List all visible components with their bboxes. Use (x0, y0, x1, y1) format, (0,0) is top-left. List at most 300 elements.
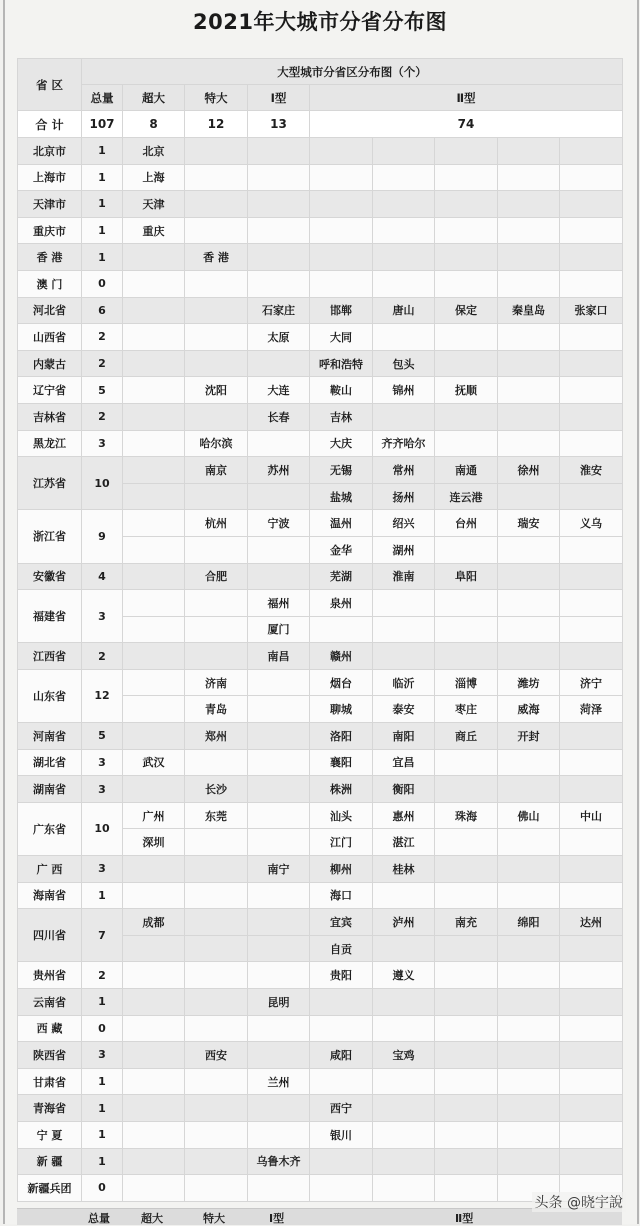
chaoda-cell (123, 989, 185, 1016)
type2-cell (498, 856, 560, 883)
chaoda-cell (123, 935, 185, 962)
header-total: 总量 (82, 85, 123, 111)
total-cell: 5 (82, 377, 123, 404)
type1-cell (248, 669, 310, 696)
total-cell: 3 (82, 430, 123, 457)
type2-cell: 常州 (373, 457, 435, 484)
total-cell: 7 (82, 909, 123, 962)
type1-cell: 兰州 (248, 1068, 310, 1095)
type2-cell (435, 882, 498, 909)
type1-cell (248, 776, 310, 803)
table-row (18, 909, 623, 936)
teda-cell: 西安 (185, 1042, 248, 1069)
table-row (18, 430, 623, 457)
type2-cell (435, 590, 498, 617)
type2-cell (435, 403, 498, 430)
total-cell: 10 (82, 802, 123, 855)
type2-cell (560, 749, 623, 776)
teda-cell (185, 483, 248, 510)
type2-cell: 大庆 (310, 430, 373, 457)
table-row (18, 217, 623, 244)
province-cell: 江苏省 (18, 457, 82, 510)
type2-cell: 宝鸡 (373, 1042, 435, 1069)
province-cell: 上海市 (18, 164, 82, 191)
teda-cell: 哈尔滨 (185, 430, 248, 457)
type2-cell (560, 244, 623, 271)
type2-cell (498, 244, 560, 271)
type2-cell: 开封 (498, 723, 560, 750)
type2-cell (498, 1015, 560, 1042)
type1-cell (248, 191, 310, 218)
type2-cell: 柳州 (310, 856, 373, 883)
type1-cell (248, 935, 310, 962)
type1-cell: 苏州 (248, 457, 310, 484)
chaoda-cell: 广州 (123, 802, 185, 829)
header-type2: Ⅱ型 (310, 85, 623, 111)
table-row (18, 270, 623, 297)
total-cell: 1 (82, 244, 123, 271)
teda-cell (185, 350, 248, 377)
chaoda-cell (123, 856, 185, 883)
type2-cell (310, 191, 373, 218)
province-cell: 广 西 (18, 856, 82, 883)
teda-cell (185, 909, 248, 936)
table-row (18, 669, 623, 696)
type2-cell: 邯郸 (310, 297, 373, 324)
table-row (18, 377, 623, 404)
type2-cell (310, 989, 373, 1016)
type1-cell (248, 138, 310, 165)
teda-cell (185, 191, 248, 218)
table-row (18, 457, 623, 484)
type2-cell (498, 935, 560, 962)
type2-cell (373, 164, 435, 191)
type1-cell: 福州 (248, 590, 310, 617)
type1-cell: 乌鲁木齐 (248, 1148, 310, 1175)
table-row (18, 590, 623, 617)
type2-cell: 包头 (373, 350, 435, 377)
summary-type2: 74 (310, 111, 623, 138)
type2-cell (560, 430, 623, 457)
type2-cell (310, 164, 373, 191)
footer-total: 总量 (88, 1212, 110, 1225)
province-cell: 安徽省 (18, 563, 82, 590)
type2-cell (498, 563, 560, 590)
type2-cell: 海口 (310, 882, 373, 909)
teda-cell (185, 749, 248, 776)
type2-cell (560, 377, 623, 404)
total-cell: 0 (82, 270, 123, 297)
table-row (18, 1015, 623, 1042)
total-cell: 1 (82, 1095, 123, 1122)
teda-cell: 香 港 (185, 244, 248, 271)
chaoda-cell (123, 403, 185, 430)
type2-cell (435, 191, 498, 218)
province-cell: 内蒙古 (18, 350, 82, 377)
table-row (18, 1095, 623, 1122)
table-row (18, 802, 623, 829)
type1-cell (248, 1095, 310, 1122)
type2-cell (310, 1175, 373, 1202)
province-cell: 湖北省 (18, 749, 82, 776)
type2-cell (373, 138, 435, 165)
type2-cell: 济宁 (560, 669, 623, 696)
type2-cell (435, 138, 498, 165)
type2-cell (373, 935, 435, 962)
type2-cell: 绍兴 (373, 510, 435, 537)
chaoda-cell: 北京 (123, 138, 185, 165)
type2-cell (560, 138, 623, 165)
type2-cell (498, 882, 560, 909)
summary-total: 107 (82, 111, 123, 138)
table-row (18, 164, 623, 191)
type2-cell (498, 616, 560, 643)
table-row (18, 723, 623, 750)
total-cell: 3 (82, 776, 123, 803)
type1-cell (248, 802, 310, 829)
type2-cell: 株洲 (310, 776, 373, 803)
chaoda-cell (123, 324, 185, 351)
type2-cell (560, 643, 623, 670)
type2-cell: 淮安 (560, 457, 623, 484)
type2-cell (435, 749, 498, 776)
type1-cell: 长春 (248, 403, 310, 430)
total-cell: 5 (82, 723, 123, 750)
type2-cell (560, 1121, 623, 1148)
type2-cell (560, 616, 623, 643)
table-row (18, 1042, 623, 1069)
type2-cell (560, 776, 623, 803)
total-cell: 3 (82, 1042, 123, 1069)
type2-cell (435, 270, 498, 297)
province-cell: 澳 门 (18, 270, 82, 297)
type2-cell: 南通 (435, 457, 498, 484)
type2-cell: 宜昌 (373, 749, 435, 776)
type1-cell: 大连 (248, 377, 310, 404)
type2-cell: 鞍山 (310, 377, 373, 404)
type1-cell (248, 217, 310, 244)
type2-cell (560, 350, 623, 377)
type2-cell (310, 1148, 373, 1175)
total-cell: 1 (82, 1148, 123, 1175)
type2-cell: 枣庄 (435, 696, 498, 723)
type2-cell (435, 989, 498, 1016)
type2-cell: 聊城 (310, 696, 373, 723)
summary-teda: 12 (185, 111, 248, 138)
type2-cell: 珠海 (435, 802, 498, 829)
total-cell: 1 (82, 882, 123, 909)
type2-cell: 唐山 (373, 297, 435, 324)
province-cell: 海南省 (18, 882, 82, 909)
type2-cell (560, 536, 623, 563)
chaoda-cell (123, 882, 185, 909)
type2-cell (560, 935, 623, 962)
teda-cell (185, 138, 248, 165)
teda-cell: 青岛 (185, 696, 248, 723)
teda-cell (185, 536, 248, 563)
type1-cell (248, 164, 310, 191)
table-row (18, 324, 623, 351)
type2-cell: 连云港 (435, 483, 498, 510)
table-row (18, 350, 623, 377)
type2-cell (435, 244, 498, 271)
type2-cell (498, 217, 560, 244)
summary-row (18, 111, 623, 138)
type2-cell (560, 856, 623, 883)
total-cell: 1 (82, 217, 123, 244)
province-cell: 广东省 (18, 802, 82, 855)
chaoda-cell (123, 270, 185, 297)
type2-cell: 徐州 (498, 457, 560, 484)
total-cell: 1 (82, 164, 123, 191)
type2-cell: 张家口 (560, 297, 623, 324)
type2-cell (435, 324, 498, 351)
type2-cell (498, 483, 560, 510)
table-row (18, 1121, 623, 1148)
teda-cell (185, 403, 248, 430)
total-cell: 3 (82, 749, 123, 776)
teda-cell (185, 1148, 248, 1175)
type2-cell (498, 989, 560, 1016)
table-row (18, 749, 623, 776)
type2-cell (435, 350, 498, 377)
type2-cell (560, 217, 623, 244)
teda-cell (185, 643, 248, 670)
teda-cell: 郑州 (185, 723, 248, 750)
type2-cell (560, 590, 623, 617)
type1-cell (248, 270, 310, 297)
type2-cell: 自贡 (310, 935, 373, 962)
type2-cell: 惠州 (373, 802, 435, 829)
chaoda-cell (123, 1095, 185, 1122)
chaoda-cell (123, 1175, 185, 1202)
type1-cell (248, 749, 310, 776)
type2-cell (498, 164, 560, 191)
type2-cell (560, 882, 623, 909)
type2-cell: 咸阳 (310, 1042, 373, 1069)
type2-cell: 宜宾 (310, 909, 373, 936)
city-distribution-table (17, 58, 623, 1202)
chaoda-cell (123, 1042, 185, 1069)
teda-cell: 济南 (185, 669, 248, 696)
table-row (18, 882, 623, 909)
type1-cell (248, 244, 310, 271)
type2-cell (498, 430, 560, 457)
type2-cell (373, 244, 435, 271)
type2-cell (560, 563, 623, 590)
type2-cell: 齐齐哈尔 (373, 430, 435, 457)
type2-cell (373, 616, 435, 643)
type1-cell (248, 563, 310, 590)
chaoda-cell (123, 297, 185, 324)
type2-cell (560, 191, 623, 218)
type2-cell (560, 1042, 623, 1069)
chaoda-cell: 重庆 (123, 217, 185, 244)
type2-cell (373, 1148, 435, 1175)
table-row (18, 403, 623, 430)
type2-cell (310, 138, 373, 165)
type2-cell (498, 1121, 560, 1148)
type2-cell: 扬州 (373, 483, 435, 510)
type2-cell (435, 536, 498, 563)
type2-cell: 威海 (498, 696, 560, 723)
type1-cell (248, 1121, 310, 1148)
chaoda-cell (123, 723, 185, 750)
teda-cell: 沈阳 (185, 377, 248, 404)
type1-cell (248, 696, 310, 723)
table-row (18, 989, 623, 1016)
type2-cell (498, 962, 560, 989)
type2-cell (435, 643, 498, 670)
chaoda-cell (123, 483, 185, 510)
type2-cell (498, 1042, 560, 1069)
type1-cell: 宁波 (248, 510, 310, 537)
teda-cell (185, 882, 248, 909)
type2-cell: 西宁 (310, 1095, 373, 1122)
chaoda-cell (123, 510, 185, 537)
type2-cell (560, 1015, 623, 1042)
type2-cell (373, 643, 435, 670)
province-cell: 陕西省 (18, 1042, 82, 1069)
total-cell: 0 (82, 1175, 123, 1202)
type2-cell: 淄博 (435, 669, 498, 696)
type2-cell: 抚顺 (435, 377, 498, 404)
type2-cell: 金华 (310, 536, 373, 563)
type2-cell (435, 1175, 498, 1202)
type2-cell (435, 829, 498, 856)
chaoda-cell: 武汉 (123, 749, 185, 776)
chaoda-cell (123, 590, 185, 617)
table-row (18, 643, 623, 670)
chaoda-cell (123, 1121, 185, 1148)
type2-cell: 南充 (435, 909, 498, 936)
table-row (18, 962, 623, 989)
province-cell: 宁 夏 (18, 1121, 82, 1148)
province-cell: 河南省 (18, 723, 82, 750)
table-row (18, 191, 623, 218)
type1-cell: 昆明 (248, 989, 310, 1016)
type2-cell (560, 1148, 623, 1175)
province-cell: 重庆市 (18, 217, 82, 244)
type2-cell (373, 1015, 435, 1042)
type2-cell: 温州 (310, 510, 373, 537)
teda-cell (185, 270, 248, 297)
chaoda-cell: 天津 (123, 191, 185, 218)
province-cell: 四川省 (18, 909, 82, 962)
type2-cell: 南阳 (373, 723, 435, 750)
province-cell: 山东省 (18, 669, 82, 722)
total-cell: 1 (82, 1121, 123, 1148)
type1-cell (248, 829, 310, 856)
type2-cell (560, 723, 623, 750)
type2-cell: 洛阳 (310, 723, 373, 750)
province-cell: 北京市 (18, 138, 82, 165)
type2-cell (560, 164, 623, 191)
type1-cell: 南宁 (248, 856, 310, 883)
type2-cell (498, 324, 560, 351)
total-cell: 3 (82, 856, 123, 883)
type1-cell (248, 882, 310, 909)
teda-cell: 合肥 (185, 563, 248, 590)
type2-cell: 达州 (560, 909, 623, 936)
province-cell: 新 疆 (18, 1148, 82, 1175)
type2-cell (435, 962, 498, 989)
type2-cell (498, 350, 560, 377)
type2-cell (373, 270, 435, 297)
type2-cell: 湖州 (373, 536, 435, 563)
teda-cell (185, 324, 248, 351)
type2-cell (435, 1042, 498, 1069)
table-row (18, 1148, 623, 1175)
type2-cell: 银川 (310, 1121, 373, 1148)
header-type1: Ⅰ型 (248, 85, 310, 111)
total-cell: 2 (82, 324, 123, 351)
chaoda-cell (123, 962, 185, 989)
teda-cell (185, 1095, 248, 1122)
type2-cell (373, 403, 435, 430)
type2-cell (310, 270, 373, 297)
type1-cell (248, 1175, 310, 1202)
chaoda-cell (123, 696, 185, 723)
chaoda-cell (123, 643, 185, 670)
type2-cell (373, 989, 435, 1016)
type2-cell (498, 1095, 560, 1122)
teda-cell: 长沙 (185, 776, 248, 803)
type2-cell: 台州 (435, 510, 498, 537)
teda-cell (185, 1015, 248, 1042)
table-row (18, 563, 623, 590)
type2-cell (498, 536, 560, 563)
teda-cell (185, 1121, 248, 1148)
table-row (18, 138, 623, 165)
teda-cell (185, 962, 248, 989)
type1-cell: 南昌 (248, 643, 310, 670)
chaoda-cell (123, 350, 185, 377)
total-cell: 1 (82, 191, 123, 218)
header-teda: 特大 (185, 85, 248, 111)
type2-cell (498, 270, 560, 297)
table-row (18, 297, 623, 324)
teda-cell (185, 164, 248, 191)
type2-cell (560, 962, 623, 989)
type2-cell (498, 829, 560, 856)
teda-cell (185, 1175, 248, 1202)
type1-cell (248, 1042, 310, 1069)
type2-cell (498, 749, 560, 776)
type2-cell (435, 164, 498, 191)
teda-cell (185, 829, 248, 856)
teda-cell (185, 297, 248, 324)
type1-cell (248, 430, 310, 457)
type2-cell (498, 1148, 560, 1175)
table-row (18, 510, 623, 537)
chaoda-cell (123, 563, 185, 590)
total-cell: 2 (82, 643, 123, 670)
type2-cell (373, 1121, 435, 1148)
type2-cell (498, 403, 560, 430)
type2-cell: 秦皇岛 (498, 297, 560, 324)
type2-cell (560, 403, 623, 430)
type2-cell (373, 217, 435, 244)
type2-cell (435, 616, 498, 643)
watermark: 头条 @晓宇說 (532, 1192, 626, 1212)
total-cell: 1 (82, 138, 123, 165)
type1-cell (248, 536, 310, 563)
type2-cell: 泸州 (373, 909, 435, 936)
province-cell: 青海省 (18, 1095, 82, 1122)
type2-cell (310, 616, 373, 643)
type2-cell: 烟台 (310, 669, 373, 696)
